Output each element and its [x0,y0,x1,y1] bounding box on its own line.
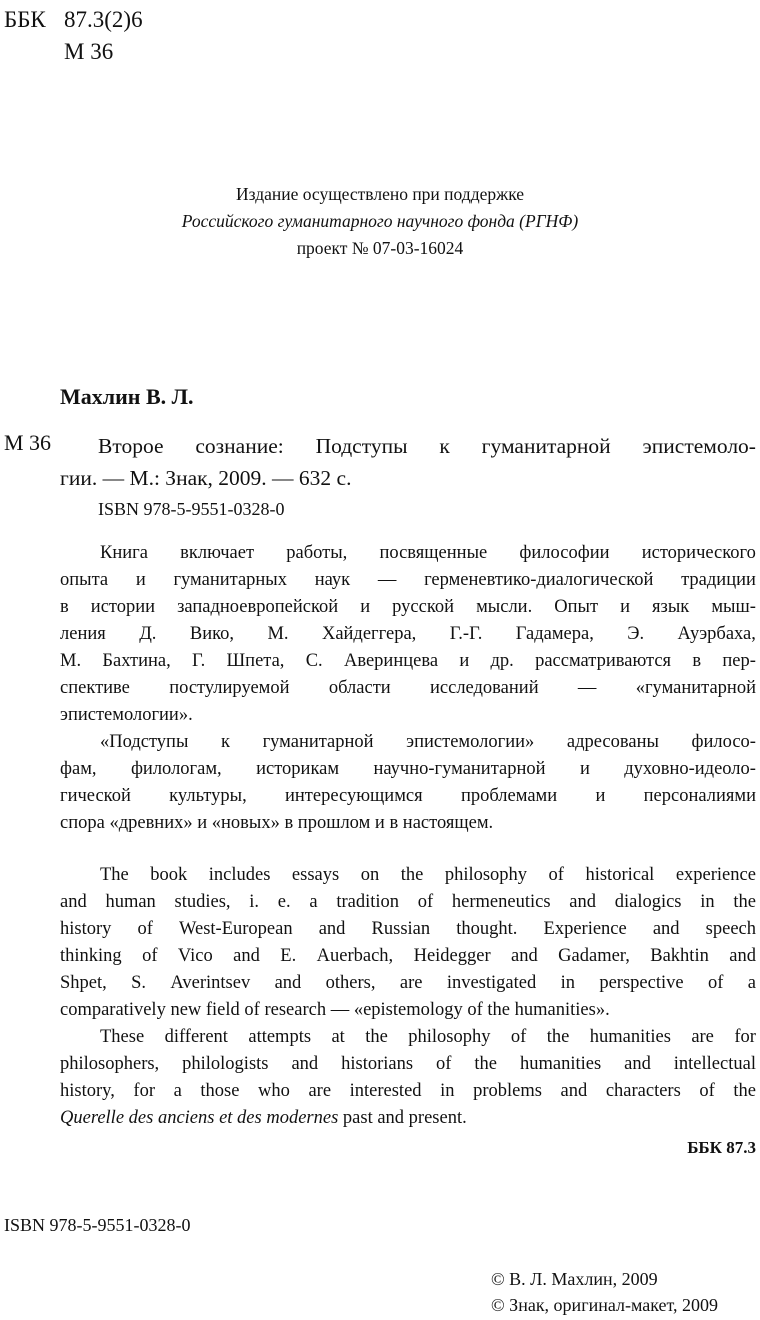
ru-p1-line: эпистемологии». [60,705,193,725]
en-p2-last-line [60,1105,756,1132]
ru-p1-line: спективе постулируемой области исследований — «гуманитарной [60,678,756,698]
title-line-1: Второе сознание: Подступы к гуманитарной эпистемоло- [98,434,756,458]
ru-p2-line: фам, филологам, историкам научно-гуманитарной и духовно-идеоло- [60,759,756,779]
en-p2-line: philosophers, philologists and historians of the humanities and intellectual [60,1054,756,1074]
ru-p2-line: «Подступы к гуманитарной эпистемологии» адресованы филосо- [100,732,756,752]
en-p2-line: These different attempts at the philosophy of the humanities are for [100,1027,756,1047]
ru-p2-line: гической культуры, интересующимся проблемами и персоналиями [60,786,756,806]
copyright-block [491,1266,718,1318]
author-name: Махлин В. Л. [60,384,194,409]
bbk-label: ББК [4,7,46,32]
ru-p1-line: Книга включает работы, посвященные философии исторического [100,543,756,563]
en-p1-line: comparatively new field of research — «epistemology of the humanities». [60,1000,610,1020]
title-line-2: гии. — М.: Знак, 2009. — 632 с. [60,466,352,490]
ru-p1-line: М. Бахтина, Г. Шпета, С. Аверинцева и др. рассматриваются в пер- [60,651,756,671]
bbk-footer: ББК 87.3 [687,1138,756,1157]
isbn-footer: ISBN 978-5-9551-0328-0 [4,1215,191,1235]
ru-p2-line: спора «древних» и «новых» в прошлом и в настоящем. [60,813,494,833]
annotation-en [60,862,756,1132]
ru-p1-line: в истории западноевропейской и русской мысли. Опыт и язык мыш- [60,597,756,617]
annotation-ru [60,540,756,837]
ru-p1-line: ления Д. Вико, М. Хайдеггера, Г.-Г. Гадамера, Э. Ауэрбаха, [60,624,756,644]
en-p2-tail: past and present. [338,1108,467,1128]
ru-p1-line: опыта и гуманитарных наук — герменевтико-диалогической традиции [60,570,756,590]
copyright-author: © В. Л. Махлин, 2009 [491,1269,658,1289]
en-p1-line: and human studies, i. e. a tradition of hermeneutics and dialogics in the [60,892,756,912]
en-p1-line: thinking of Vico and E. Auerbach, Heidegger and Gadamer, Bakhtin and [60,946,756,966]
isbn-inline: ISBN 978-5-9551-0328-0 [98,499,285,519]
bbk-header [4,4,143,64]
en-p1-line: The book includes essays on the philosophy of historical experience [100,865,756,885]
bbk-code: 87.3(2)6 [64,7,143,32]
en-p2-line: history, for a those who are interested in problems and characters of the [60,1081,756,1101]
querelle-title: Querelle des anciens et des modernes [60,1108,339,1128]
en-p1-line: Shpet, S. Averintsev and others, are investigated in perspective of a [60,973,756,993]
catalog-mark: М 36 [4,430,52,455]
support-line-2: Российского гуманитарного научного фонда (РГНФ) [181,211,579,231]
support-line-1: Издание осуществлено при поддержке [235,184,525,204]
support-note [0,181,760,262]
copyright-publisher: © Знак, оригинал-макет, 2009 [491,1295,719,1315]
author-mark: М 36 [64,39,114,64]
support-line-3: проект № 07-03-16024 [296,238,464,258]
title-block [60,430,756,494]
en-p1-line: history of West-European and Russian thought. Experience and speech [60,919,756,939]
